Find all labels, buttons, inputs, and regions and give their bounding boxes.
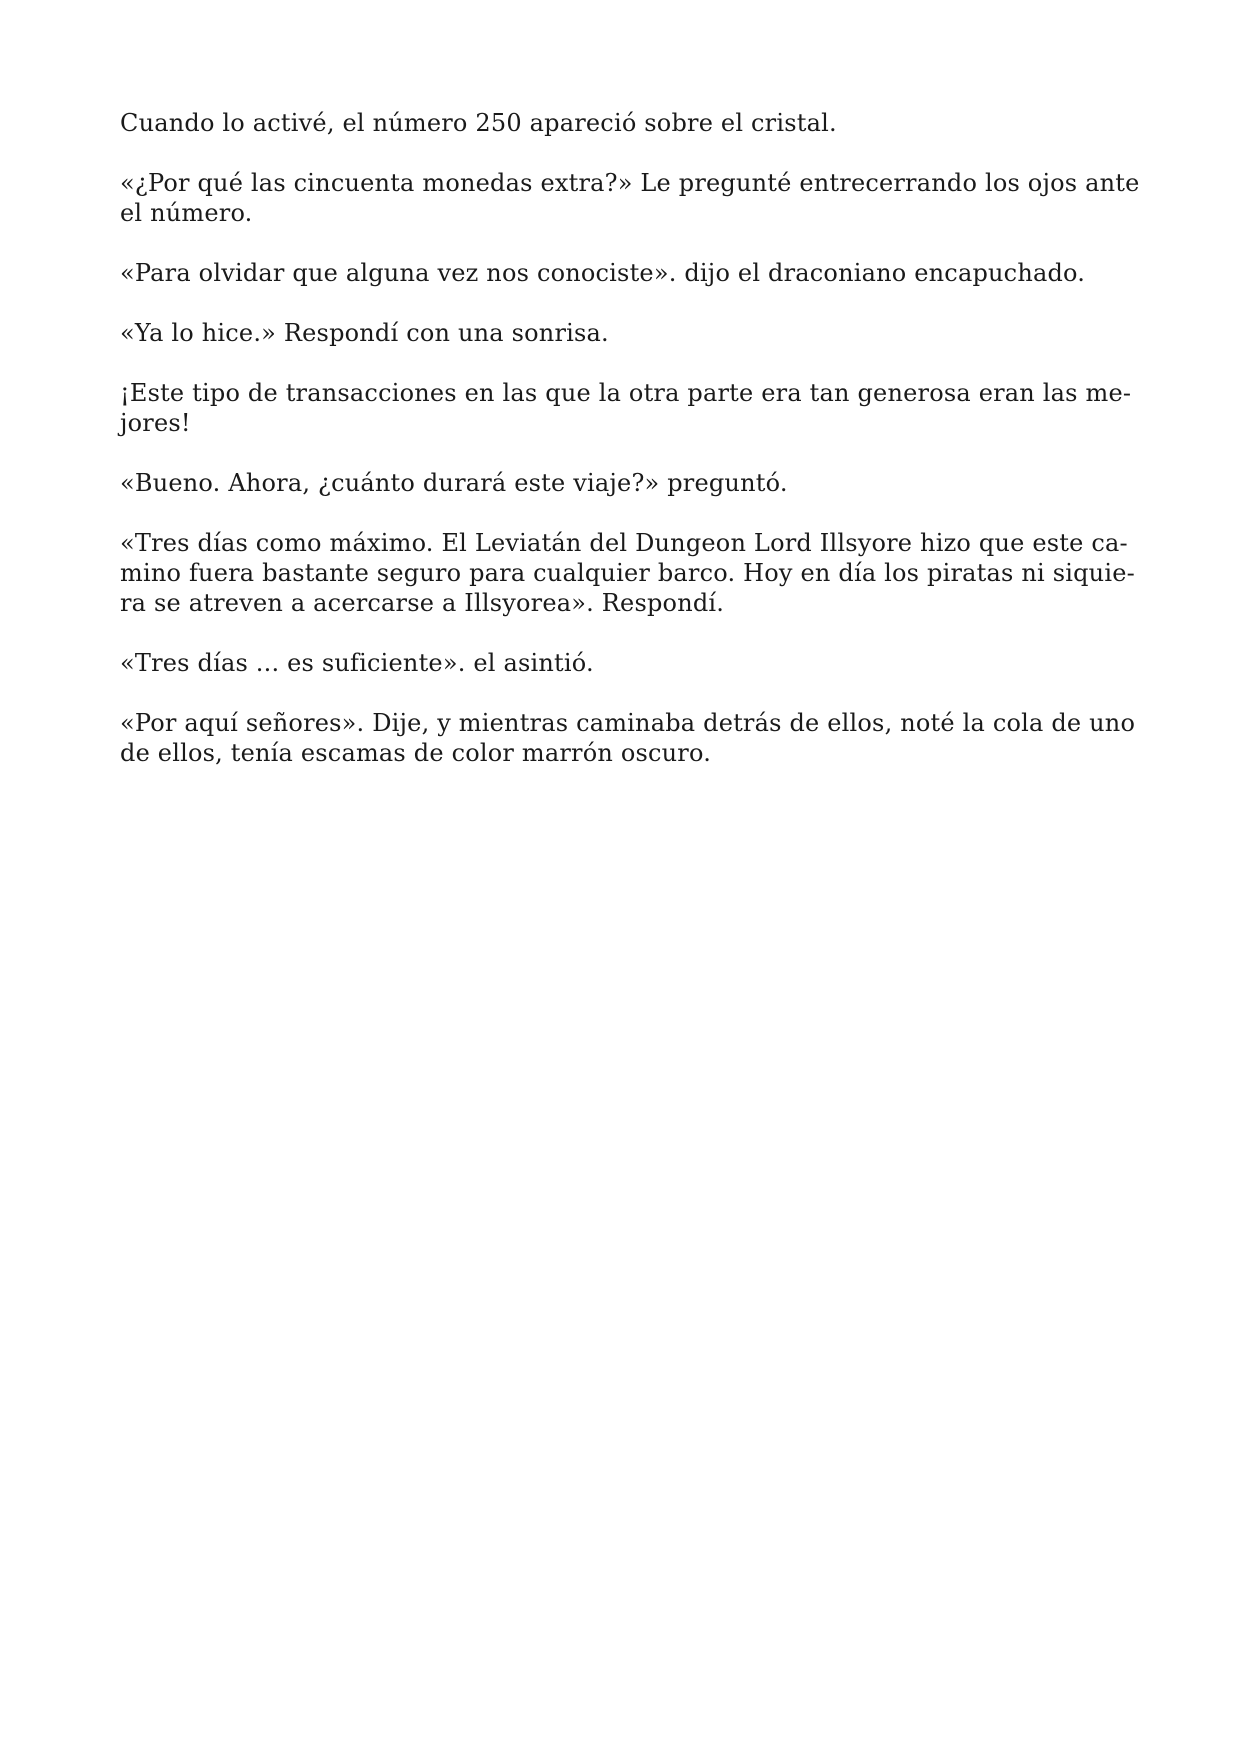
text-line: «Para olvidar que alguna vez nos conociste». dijo el draconiano encapuchado. <box>120 259 1086 287</box>
text-line: mino fuera bastante seguro para cualquier barco. Hoy en día los piratas ni siquie- <box>120 559 1135 587</box>
text-line: «Ya lo hice.» Respondí con una sonrisa. <box>120 319 609 347</box>
paragraph <box>120 318 1120 348</box>
paragraph <box>120 528 1135 618</box>
paragraph <box>120 168 1140 228</box>
text-line: «Por aquí señores». Dije, y mientras caminaba detrás de ellos, noté la cola de uno <box>120 709 1136 737</box>
text-line: Cuando lo activé, el número 250 apareció sobre el cristal. <box>120 109 837 137</box>
text-line: ¡Este tipo de transacciones en las que la otra parte era tan generosa eran las me- <box>120 379 1132 407</box>
text-line: jores! <box>120 409 191 437</box>
text-line: «¿Por qué las cincuenta monedas extra?» Le pregunté entrecerrando los ojos ante <box>120 169 1140 197</box>
text-line: «Tres días ... es suficiente». el asintió. <box>120 649 594 677</box>
paragraph <box>120 648 1120 678</box>
paragraph <box>120 378 1132 438</box>
paragraph <box>120 468 1120 498</box>
paragraph <box>120 708 1136 768</box>
text-line: de ellos, tenía escamas de color marrón oscuro. <box>120 739 712 767</box>
body-text <box>120 108 1140 798</box>
text-line: «Bueno. Ahora, ¿cuánto durará este viaje?» preguntó. <box>120 469 788 497</box>
text-line: «Tres días como máximo. El Leviatán del Dungeon Lord Illsyore hizo que este ca- <box>120 529 1128 557</box>
text-line: ra se atreven a acercarse a Illsyorea». Respondí. <box>120 589 725 617</box>
text-line: el número. <box>120 199 253 227</box>
paragraph <box>120 108 1120 138</box>
paragraph <box>120 258 1120 288</box>
